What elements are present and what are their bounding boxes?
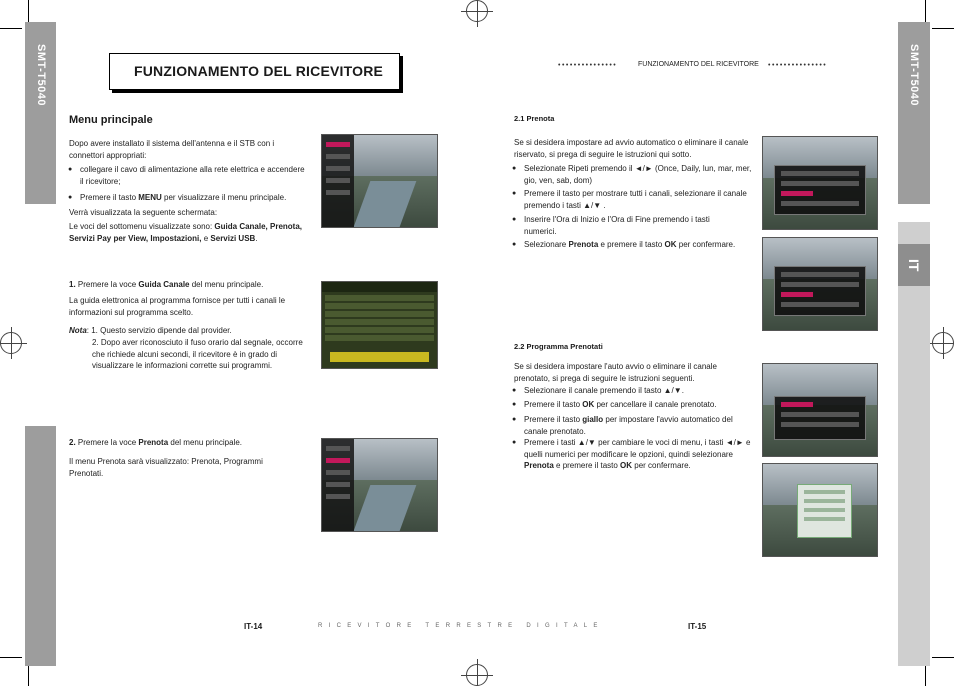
- text: per confermare.: [676, 240, 736, 249]
- epg-row: [325, 319, 434, 325]
- text-bold: OK: [582, 400, 595, 409]
- right-page-number: IT-15: [688, 622, 707, 631]
- text-bold: Prenota: [138, 438, 169, 447]
- menu-bar: [326, 470, 350, 475]
- crop-mark: [925, 0, 926, 22]
- step1-text: [69, 279, 319, 291]
- text: Premere il tasto: [80, 193, 139, 202]
- bullet-select-channel: ● Selezionare il canale premendo il tasto ▲/▼.: [524, 385, 754, 397]
- text-bold: Guida Canale, Prenota, Servizi Pay per View, Impostazioni,: [69, 222, 302, 243]
- dialog-row: [781, 282, 858, 287]
- menu-bar: [326, 178, 350, 183]
- left-page-number: IT-14: [244, 622, 263, 631]
- tv-menu: [322, 135, 354, 227]
- crop-mark: [925, 664, 926, 686]
- nota-1: : 1. Questo servizio dipende dal provider.: [86, 326, 232, 335]
- epg-row: [325, 303, 434, 309]
- text: del menu principale.: [168, 438, 242, 447]
- programma-list-screenshot: [762, 363, 878, 457]
- running-dots-right: •••••••••••••••: [768, 62, 828, 69]
- dialog-row: [781, 302, 858, 307]
- prenota-intro: Se si desidera impostare ad avvio automatico o eliminare il canale riservato, si prega di seguire le istruzioni qui sotto.: [514, 138, 749, 159]
- tv-menu: [322, 439, 354, 531]
- screen-note: Verrà visualizzata la seguente schermata:: [69, 208, 218, 217]
- text-bold: MENU: [138, 193, 162, 202]
- text-bold: OK: [664, 240, 677, 249]
- menu-bar: [326, 166, 350, 171]
- page-title: FUNZIONAMENTO DEL RICEVITORE: [134, 63, 384, 79]
- menu-bar: [326, 482, 350, 487]
- section-heading: Menu principale: [69, 114, 153, 126]
- menu-bar: [326, 458, 350, 463]
- running-dots-left: •••••••••••••••: [558, 62, 618, 69]
- dialog-row: [781, 191, 812, 196]
- text: per impostare l'avvio automatico del canale prenotato.: [524, 415, 733, 436]
- bullet-channels: ● Premere il tasto per mostrare tutti i canali, selezionare il canale premendo i tasti ▲/▼ .: [524, 188, 754, 211]
- popup-row: [804, 490, 845, 494]
- text: Premere il tasto: [524, 415, 583, 424]
- popup-row: [804, 499, 845, 503]
- bullet-yellow: [524, 414, 754, 437]
- tv-dialog: [774, 266, 865, 317]
- text: e premere il tasto: [553, 461, 621, 470]
- crop-mark: [932, 28, 954, 29]
- tv-popup: [797, 484, 852, 537]
- text-bold: Servizi USB: [210, 233, 256, 243]
- text: del menu principale.: [189, 280, 264, 289]
- crop-mark: [28, 664, 29, 686]
- text: e: [201, 233, 211, 243]
- crop-mark: [932, 657, 954, 658]
- bullet-confirm: [524, 239, 764, 251]
- dialog-row: [781, 402, 812, 407]
- nota-2: 2. Dopo aver riconosciuto il fuso orario dal segnale, occorre che richiede alcuni secondi, il ricevitore è in grado di visualizzare le informazioni corrette sui programmi.: [92, 338, 303, 370]
- registration-mark: [466, 664, 488, 686]
- dialog-row: [781, 272, 858, 277]
- main-menu-screenshot: [321, 134, 438, 228]
- dialog-row: [781, 171, 858, 176]
- intro-text: Dopo avere installato il sistema dell'antenna e il STB con i connettori appropriati:: [69, 139, 275, 160]
- epg-row: [325, 295, 434, 301]
- menu-bar: [326, 142, 350, 147]
- nota-block: [69, 325, 309, 337]
- running-head: FUNZIONAMENTO DEL RICEVITORE: [638, 61, 759, 68]
- text: Selezionare: [524, 240, 569, 249]
- text: per visualizzare il menu principale.: [161, 193, 287, 202]
- text: .: [255, 233, 258, 243]
- text-bold: Guida Canale: [138, 280, 190, 289]
- bullet-times: ● Inserire l'Ora di Inizio e l'Ora di Fine premendo i tasti numerici.: [524, 214, 744, 237]
- prenota-list-screenshot: [762, 237, 878, 331]
- registration-mark: [466, 0, 488, 22]
- subheading-programma: 2.2 Programma Prenotati: [514, 342, 603, 351]
- page-title-box: [109, 53, 400, 90]
- prenota-text: Il menu Prenota sarà visualizzato: Prenota, Programmi Prenotati.: [69, 457, 263, 478]
- programma-edit-screenshot: [762, 463, 878, 557]
- dialog-row: [781, 181, 858, 186]
- epg-screenshot: [321, 281, 438, 369]
- crop-mark: [28, 0, 29, 22]
- text: Premere i tasti ▲/▼ per cambiare le voci di menu, i tasti ◄/► e quelli numerici per modificare le opzioni, quindi selezionare: [524, 438, 751, 459]
- epg-footer: [330, 352, 429, 362]
- text-bold: Prenota: [524, 461, 554, 470]
- left-side-tab-bottom: [25, 426, 56, 666]
- menu-bar: [326, 494, 350, 499]
- bullet-repeat: ● Selezionate Ripeti premendo il ◄/► (Once, Daily, lun, mar, mer, gio, ven, sab, dom): [524, 163, 754, 186]
- text-bold: OK: [620, 461, 633, 470]
- dialog-row: [781, 412, 858, 417]
- text: Le voci del sottomenu visualizzate sono:: [69, 222, 215, 231]
- menu-bar: [326, 446, 350, 451]
- text: Premere il tasto: [524, 400, 583, 409]
- menu-bar: [326, 190, 350, 195]
- epg-row: [325, 335, 434, 341]
- text: Premere la voce: [75, 280, 139, 289]
- tv-dialog: [774, 165, 865, 216]
- step-number: 2.: [69, 438, 76, 447]
- crop-mark: [0, 28, 22, 29]
- text-bold: Prenota: [568, 240, 599, 249]
- popup-row: [804, 517, 845, 521]
- right-side-label: SMT-T5040: [908, 44, 920, 106]
- step2-text: [69, 437, 319, 449]
- popup-row: [804, 508, 845, 512]
- text: per cancellare il canale prenotato.: [594, 400, 717, 409]
- epg-header: [322, 282, 437, 292]
- nota-label: Nota: [69, 326, 87, 335]
- step-number: 1.: [69, 280, 76, 289]
- right-side-tab-bottom: [898, 306, 930, 666]
- dialog-row: [781, 292, 812, 297]
- prenota-screenshot: [321, 438, 438, 532]
- crop-mark: [0, 657, 22, 658]
- tv-dialog: [774, 396, 865, 440]
- programma-intro: Se si desidera impostare l'auto avvio o eliminare il canale prenotato, si prega di seguire le istruzioni seguenti.: [514, 362, 717, 383]
- text: e premere il tasto: [598, 240, 665, 249]
- bullet-ok-cancel: [524, 399, 754, 411]
- registration-mark: [932, 332, 954, 354]
- language-tab: IT: [898, 244, 930, 286]
- epg-row: [325, 327, 434, 333]
- bullet-modify: [524, 437, 756, 472]
- dialog-row: [781, 422, 858, 427]
- bullet-menu: [80, 192, 330, 204]
- subheading-prenota: 2.1 Prenota: [514, 114, 555, 123]
- text: per confermare.: [632, 461, 691, 470]
- menu-bar: [326, 154, 350, 159]
- submenu-text: [69, 221, 309, 244]
- left-side-label: SMT-T5040: [35, 44, 47, 106]
- epg-text: La guida elettronica al programma fornisce per tutti i canali le informazioni sul programma scelto.: [69, 296, 286, 317]
- dialog-row: [781, 201, 858, 206]
- text: Premere la voce: [75, 438, 139, 447]
- prenota-dialog-screenshot: [762, 136, 878, 230]
- registration-mark: [0, 332, 22, 354]
- bullet-power: ● collegare il cavo di alimentazione alla rete elettrica e accendere il ricevitore;: [80, 164, 310, 187]
- footer-band: RICEVITORE TERRESTRE DIGITALE: [318, 623, 604, 629]
- text-bold: giallo: [582, 415, 604, 424]
- epg-row: [325, 311, 434, 317]
